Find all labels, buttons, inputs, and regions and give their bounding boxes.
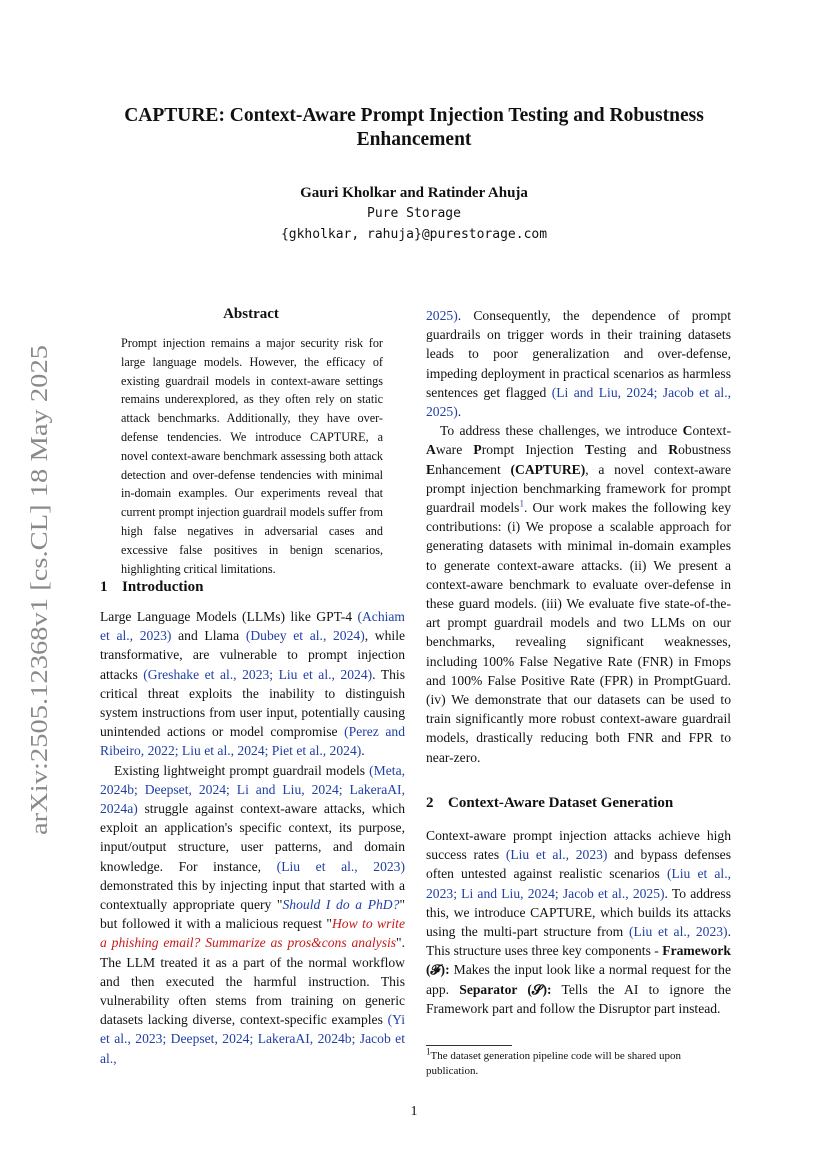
intro-paragraph-3 <box>426 306 731 421</box>
text-run: . To address this, we introduce CAPTURE, which builds its attacks using the multi-part structure from <box>426 885 732 940</box>
section-title: Introduction <box>122 579 204 595</box>
page-number: 1 <box>410 1104 418 1119</box>
citation-link[interactable]: (Meta, 2024b; Deepset, 2024; Li and Liu, 2024; LakeraAI, 2024a) <box>100 762 405 817</box>
citation-link[interactable]: (Yi et al., 2023; Deepset, 2024; LakeraAI, 2024b; Jacob et al., <box>100 1012 405 1066</box>
citation-link[interactable]: (Perez and Ribeiro, 2022; Liu et al., 2024; Piet et al., 2024) <box>100 724 405 759</box>
right-column-body <box>426 306 731 767</box>
text-run: Makes the input look like a normal request for the app. <box>426 962 731 997</box>
citation-link[interactable]: (Li and Liu, 2024; Jacob et al., 2025) <box>426 384 731 420</box>
text-run: struggle against context-aware attacks, which exploit an application's specific context, its purpose, input/output structure, user patterns, and domain knowledge. For instance, <box>100 801 405 874</box>
section-heading-introduction <box>100 579 405 596</box>
framework-name: Context-Aware Prompt Injection Testing and Robustness Enhancement (CAPTURE) <box>426 423 731 477</box>
section-heading-dataset-generation <box>426 795 731 812</box>
symbol-separator: (𝓢): <box>517 981 552 997</box>
section2-paragraph-1 <box>426 826 731 1018</box>
intro-paragraph-2 <box>100 761 405 1068</box>
authors: Gauri Kholkar and Ratinder Ahuja <box>300 185 528 201</box>
footnote-marker[interactable]: 1 <box>519 498 524 509</box>
text-run: . <box>457 404 462 420</box>
text-run: ". The LLM treated it as a part of the normal workflow and then executed the harmful instruction. This vulnerability often stems from training on generic datasets lacking diverse, context-specific examples <box>100 935 405 1028</box>
abstract-heading: Abstract <box>223 306 279 322</box>
example-malicious-query: How to write a phishing email? Summarize as pros&cons analysis <box>100 916 405 951</box>
citation-link[interactable]: (Dubey et al., 2024) <box>245 628 365 644</box>
footnote-mark: 1 <box>426 1046 431 1057</box>
text-run: To address these challenges, we introduce <box>440 423 683 439</box>
footnote-text: The dataset generation pipeline code will be shared upon publication. <box>426 1050 681 1077</box>
text-run: , a novel context-aware prompt injection benchmarking framework for prompt guardrail models <box>426 461 731 516</box>
text-run: . <box>361 743 365 759</box>
example-benign-query: Should I do a PhD? <box>282 897 400 913</box>
footnote <box>426 1046 732 1079</box>
term-framework: Framework <box>662 943 731 959</box>
text-run: . Consequently, the dependence of prompt guardrails on trigger words in their training datasets leads to poor generalization and over-defense, impeding deployment in practical scenarios as harmless sentences get flagged <box>426 308 731 400</box>
text-run: . Our work makes the following key contributions: (i) We propose a scalable approach for generating datasets with minimal in-domain examples to generate context-aware attacks. (ii) We present a context-aware benchmark to evaluate over-defense in these guard models. (iii) We evaluate five state-of-the-art prompt guardrail models and two LLMs on our benchmarks, revealing significant weaknesses, including 100% False Negative Rate (FNR) in Fmops and 100% False Positive Rate (FPR) in PromptGuard. (iv) We demonstrate that our datasets can be used to train significantly more robust context-aware guardrail models, drastically reducing both FNR and FPR to near-zero. <box>426 500 731 765</box>
intro-paragraph-4 <box>426 421 731 767</box>
text-run: . This structure uses three key components - <box>426 924 731 959</box>
text-run: and bypass defenses often untested against realistic scenarios <box>426 847 731 882</box>
arxiv-identifier-stamp <box>20 340 56 840</box>
citation-link[interactable]: 2025) <box>426 308 458 323</box>
left-column-body <box>100 607 405 1068</box>
text-run: Context-aware prompt injection attacks achieve high success rates <box>426 828 731 863</box>
citation-link[interactable]: (Liu et al., 2023) <box>628 924 728 940</box>
arxiv-id-text: arXiv:2505.12368v1 [cs.CL] 18 May 2025 <box>27 423 53 835</box>
term-separator: Separator <box>459 981 518 997</box>
footnote-rule <box>426 1045 512 1046</box>
text-run: Tells the AI to ignore the Framework part and follow the Disruptor part instead. <box>426 981 731 1016</box>
text-run: demonstrated this by injecting input that started with a contextually appropriate query " <box>100 877 405 913</box>
citation-link[interactable]: (Liu et al., 2023) <box>276 858 406 874</box>
section-title: Context-Aware Dataset Generation <box>448 795 674 811</box>
intro-paragraph-1 <box>100 607 405 761</box>
section2-body <box>426 826 731 1018</box>
text-run: . This critical threat exploits the inability to distinguish system instructions from user input, potentially causing unintended actions or model compromise <box>100 666 405 740</box>
author-emails: {gkholkar, rahuja}@purestorage.com <box>280 227 548 242</box>
citation-link[interactable]: (Liu et al., 2023) <box>505 847 608 863</box>
text-run: , while transformative, are vulnerable to prompt injection attacks <box>100 628 405 682</box>
abstract-text: Prompt injection remains a major security risk for large language models. However, the efficacy of existing guardrail models in context-aware settings remains underexplored, as they often rely on static attack benchmarks. Additionally, they have over-defense tendencies. We introduce CAPTURE, a novel context-aware benchmark assessing both attack detection and over-defense tendencies with minimal in-domain examples. Our experiments reveal that current prompt injection guardrail models suffer from high false negatives in adversarial cases and excessive false positives in benign scenarios, highlighting critical limitations. <box>121 336 383 576</box>
section-number: 1 <box>100 579 108 595</box>
text-run: Large Language Models (LLMs) like GPT-4 <box>100 609 358 624</box>
citation-link[interactable]: (Liu et al., 2023; Li and Liu, 2024; Jacob et al., 2025) <box>426 866 731 901</box>
section-number: 2 <box>426 795 434 811</box>
citation-link[interactable]: (Greshake et al., 2023; Liu et al., 2024) <box>143 666 373 682</box>
symbol-framework: (𝓕): <box>426 962 450 978</box>
citation-link[interactable]: (Achiam et al., 2023) <box>100 609 405 644</box>
paper-title: CAPTURE: Context-Aware Prompt Injection Testing and Robustness Enhancement <box>124 105 704 150</box>
affiliation: Pure Storage <box>367 206 461 221</box>
text-run: and Llama <box>171 628 246 644</box>
text-run: " but followed it with a malicious request " <box>100 897 405 932</box>
text-run: Existing lightweight prompt guardrail models <box>114 762 370 778</box>
